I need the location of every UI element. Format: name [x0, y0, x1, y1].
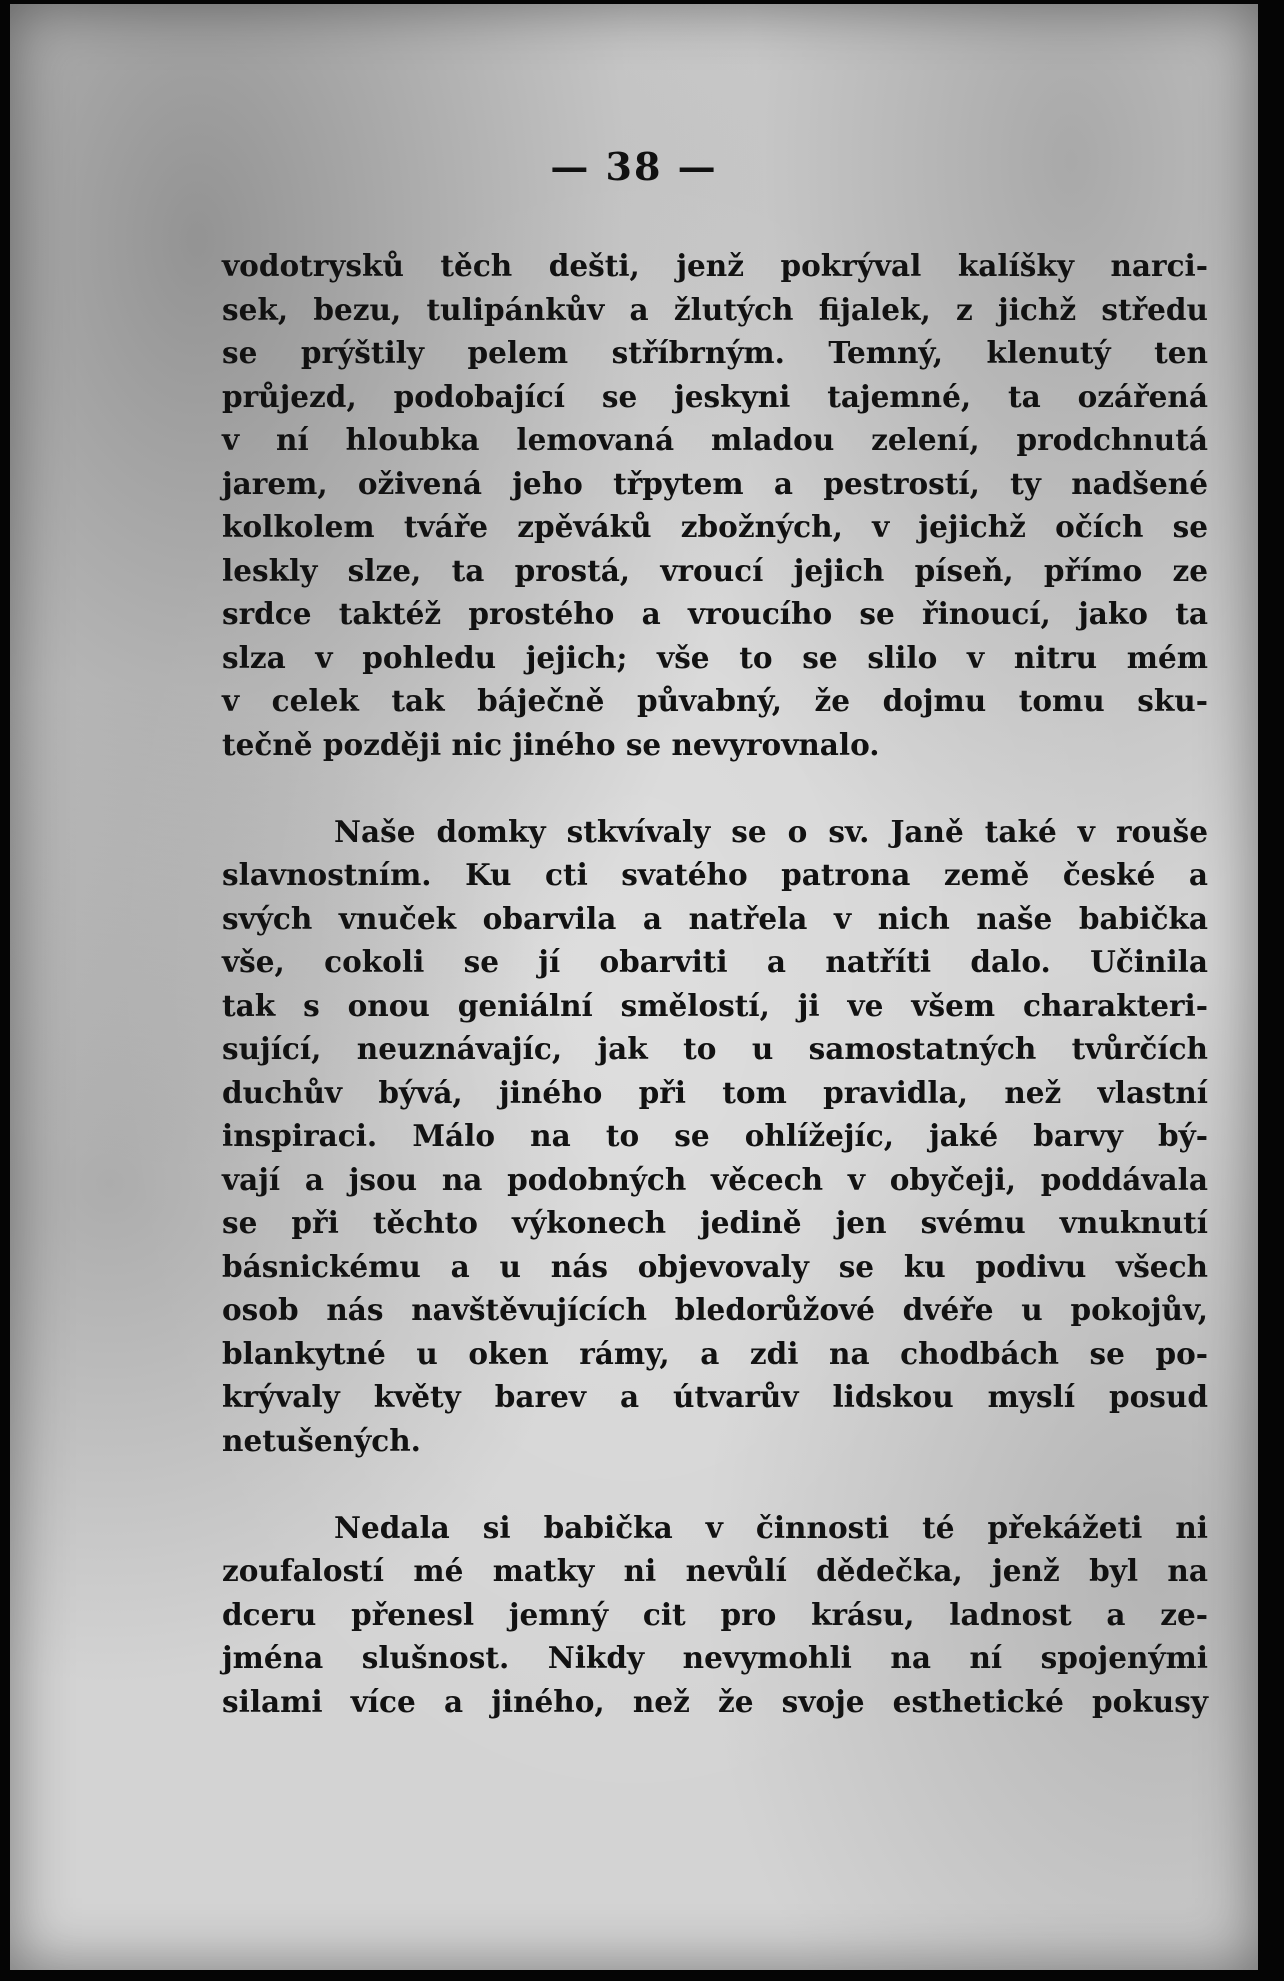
text-line: svých vnuček obarvila a natřela v nich naše babička — [222, 900, 1208, 936]
text-line: netušených. — [222, 1422, 421, 1458]
text-line: jména slušnost. Nikdy nevymohli na ní spojenými — [222, 1640, 1208, 1675]
text-line: sek, bezu, tulipánkův a žlutých fijalek, z jichž středu — [222, 291, 1208, 327]
text-line: srdce taktéž prostého a vroucího se řinoucí, jako ta — [222, 596, 1208, 631]
book-page — [10, 4, 1258, 1970]
text-line: leskly slze, ta prostá, vroucí jejich píseň, přímo ze — [222, 552, 1208, 588]
paragraph-gap — [222, 1462, 1208, 1506]
text-line: Naše domky stkvívaly se o sv. Janě také v rouše — [334, 813, 1208, 849]
text-line: zoufalostí mé matky ni nevůlí dědečka, jenž byl na — [222, 1553, 1208, 1588]
text-line: vají a jsou na podobných věcech v obyčeji, poddávala — [222, 1161, 1208, 1197]
text-line: jarem, oživená jeho třpytem a pestrostí, ty nadšené — [222, 465, 1208, 501]
text-line: slza v pohledu jejich; vše to se slilo v nitru mém — [222, 639, 1208, 675]
text-line: Nedala si babička v činnosti té překážeti ni — [334, 1509, 1208, 1545]
text-line: vše, cokoli se jí obarviti a natříti dalo. Učinila — [222, 944, 1208, 979]
text-line: v ní hloubka lemovaná mladou zelení, prodchnutá — [222, 422, 1208, 457]
text-line: slavnostním. Ku cti svatého patrona země české a — [222, 857, 1208, 892]
text-line: sující, neuznávajíc, jak to u samostatných tvůrčích — [222, 1031, 1208, 1066]
body-text — [222, 244, 1208, 1723]
text-line: v celek tak báječně půvabný, že dojmu tomu sku- — [222, 683, 1208, 718]
paragraph-gap — [222, 766, 1208, 810]
text-line: krývaly květy barev a útvarův lidskou myslí posud — [222, 1379, 1208, 1414]
text-line: dceru přenesl jemný cit pro krásu, ladnost a ze- — [222, 1596, 1208, 1632]
text-line: tak s onou geniální smělostí, ji ve všem charakteri- — [222, 987, 1208, 1023]
text-line: vodotrysků těch dešti, jenž pokrýval kalíšky narci- — [222, 248, 1208, 283]
paragraph-2 — [222, 810, 1208, 1463]
page-number: — 38 — — [550, 144, 718, 189]
text-line: tečně později nic jiného se nevyrovnalo. — [222, 726, 880, 762]
text-line: osob nás navštěvujících bledorůžové dvéře u pokojův, — [222, 1292, 1208, 1327]
text-line: inspiraci. Málo na to se ohlížejíc, jaké barvy bý- — [222, 1118, 1208, 1153]
text-line: básnickému a u nás objevovaly se ku podivu všech — [222, 1248, 1208, 1284]
text-line: blankytné u oken rámy, a zdi na chodbách se po- — [222, 1335, 1208, 1371]
text-line: kolkolem tváře zpěváků zbožných, v jejichž očích se — [222, 509, 1208, 544]
text-line: silami více a jiného, než že svoje esthetické pokusy — [222, 1683, 1208, 1719]
text-line: se prýštily pelem stříbrným. Temný, klenutý ten — [222, 335, 1208, 370]
paragraph-1 — [222, 244, 1208, 766]
paragraph-3 — [222, 1506, 1208, 1724]
text-line: se při těchto výkonech jedině jen svému vnuknutí — [222, 1205, 1208, 1240]
text-line: duchův bývá, jiného při tom pravidla, než vlastní — [222, 1074, 1208, 1110]
text-line: průjezd, podobající se jeskyni tajemné, ta ozářená — [222, 378, 1208, 414]
